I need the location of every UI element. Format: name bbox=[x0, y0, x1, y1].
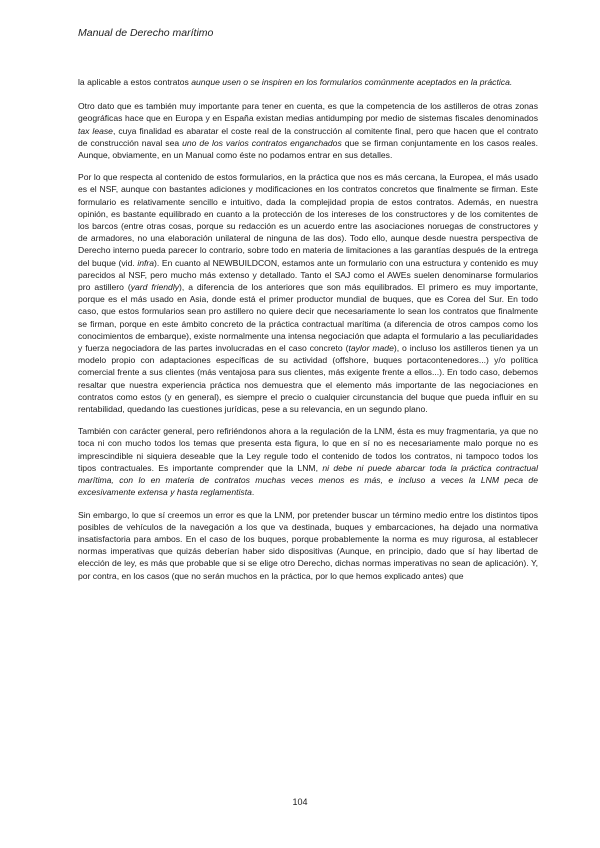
text-segment: ), a diferencia de los anteriores que son más equilibrados. El primero es muy importante, porque es el más usado en Asia, donde está el primer productor mundial de buques, que es Corea del Sur. En todo caso, que estos formularios sean pro astillero no quiere decir que necesariamente lo sean los contratos que finalmente se firman, porque en este ámbito concreto de la práctica contractual marítima (a diferencia de otros campos como los conocimientos de embarque), existe normalmente una intensa negociación que adapta el formulario a las peculiaridades y fuerza negociadora de las partes involucradas en el caso concreto ( bbox=[78, 282, 538, 354]
text-segment: la aplicable a estos contratos bbox=[78, 77, 192, 87]
text-segment: que se firman conjuntamente en los casos reales. Aunque, obviamente, en un Manual como éste no podamos entrar en sus detalles. bbox=[78, 137, 538, 161]
text-segment: ). En cuanto al NEWBUILDCON, estamos ante un formulario con una estructura y contenido es muy parecidos al NSF, pero mucho más extenso y detallado. Tanto el SAJ como el AWEs suelen denominarse formularios pro astillero ( bbox=[78, 257, 538, 293]
text-segment: Por lo que respecta al contenido de estos formularios, en la práctica que nos es más cercana, la Europea, el más usado es el NSF, aunque con bastantes adiciones y modificaciones en los contratos concretos que finalmente se firman. Este formulario es relativamente sencillo e intuitivo, dada la complejidad propia de estos contratos. Además, en nuestra opinión, es bastante equilibrado en cuanto a la protección de los intereses de los constructores y de los comitentes de los barcos (entre otras cosas, porque su redacción es un acuerdo entre las asociaciones noruegas de constructores y de armadores, no una elaboración unilateral de ninguna de las dos). Todo ello, aunque desde nuestra perspectiva de Derecho interno pueda parecer lo contrario, sobre todo en materia de limitaciones a las garantías después de la entrega del buque (vid. bbox=[78, 172, 538, 268]
body-text bbox=[78, 76, 538, 592]
text-segment: Otro dato que es también muy importante para tener en cuenta, es que la competencia de los astilleros de otras zonas geográficas hace que en Europa y en España existan medias antidumping por medio de sistemas fiscales denominados bbox=[78, 101, 538, 124]
italic-text: yard friendly bbox=[130, 282, 180, 293]
italic-text: infra bbox=[137, 257, 155, 268]
text-segment: Sin embargo, lo que sí creemos un error es que la LNM, por pretender buscar un término medio entre los distintos tipos posibles de vehículos de la navegación a los que va destinada, buques y embarcaciones, ha dejado una normativa insatisfactoria para ambos. En el caso de los buques, porque probablemente la norma es muy rigurosa, al establecer normas imperativas que quizás deberían haber sido dispositivas (Aunque, en principio, dado que sí hay libertad de elección de ley, es más que probable que si se elige otro Derecho, dichas normas imperativas no sean de aplicación). Y, por contra, en los casos (que no serán muchos en la práctica, por lo que hemos explicado antes) que bbox=[78, 509, 538, 581]
text-segment: . bbox=[251, 487, 255, 498]
paragraph bbox=[78, 425, 538, 498]
paragraph bbox=[78, 509, 538, 582]
text-segment: También con carácter general, pero refiriéndonos ahora a la regulación de la LNM, ésta es muy fragmentaria, ya que no toca ni con mucho todos los temas que presenta esta figura, lo que en sí no es necesariamente malo porque no es imprescindible ni siquiera deseable que la Ley regule todo el contenido de todos los contratos, ni tampoco todos los tipos contractuales. Es importante comprender que la LNM, bbox=[78, 426, 538, 473]
paragraph bbox=[78, 171, 538, 415]
text-segment: , cuya finalidad es abaratar el coste real de la construcción al comitente final, pero que hacen que el contrato de construcción naval sea bbox=[78, 125, 538, 148]
page-number: 104 bbox=[292, 797, 308, 807]
italic-text: taylor made bbox=[348, 343, 394, 354]
italic-text: ni debe ni puede abarcar toda la práctica contractual marítima, con lo en materia de contratos muchas veces menos es más, e incluso a veces la LNM peca de excesivamente extensa y hasta reglamentista bbox=[78, 462, 538, 498]
running-header: Manual de Derecho marítimo bbox=[78, 27, 214, 39]
text-segment: ), o incluso los astilleros tienen ya un modelo propio con adaptaciones específicas de su actividad (offshore, buques portacontenedores...) y/o política comercial frente a sus clientes (más ventajosa para sus clientes, más exigente frente a ellos...). En todo caso, debemos resaltar que nuestra experiencia práctica nos demuestra que el elemento más importante de las negociaciones en contratos como estos (y en general), es siempre el precio o cualquier circunstancia del buque que pueda influir en su rentabilidad, quedando las cuestiones jurídicas, pese a su relevancia, en un segundo plano. bbox=[78, 343, 538, 415]
paragraph bbox=[78, 100, 538, 161]
italic-text: tax lease bbox=[78, 125, 113, 136]
italic-text: aunque usen o se inspiren en los formularios comúnmente aceptados en la práctica. bbox=[191, 77, 513, 87]
italic-text: uno de los varios contratos enganchados bbox=[182, 137, 342, 148]
paragraph bbox=[78, 76, 538, 88]
